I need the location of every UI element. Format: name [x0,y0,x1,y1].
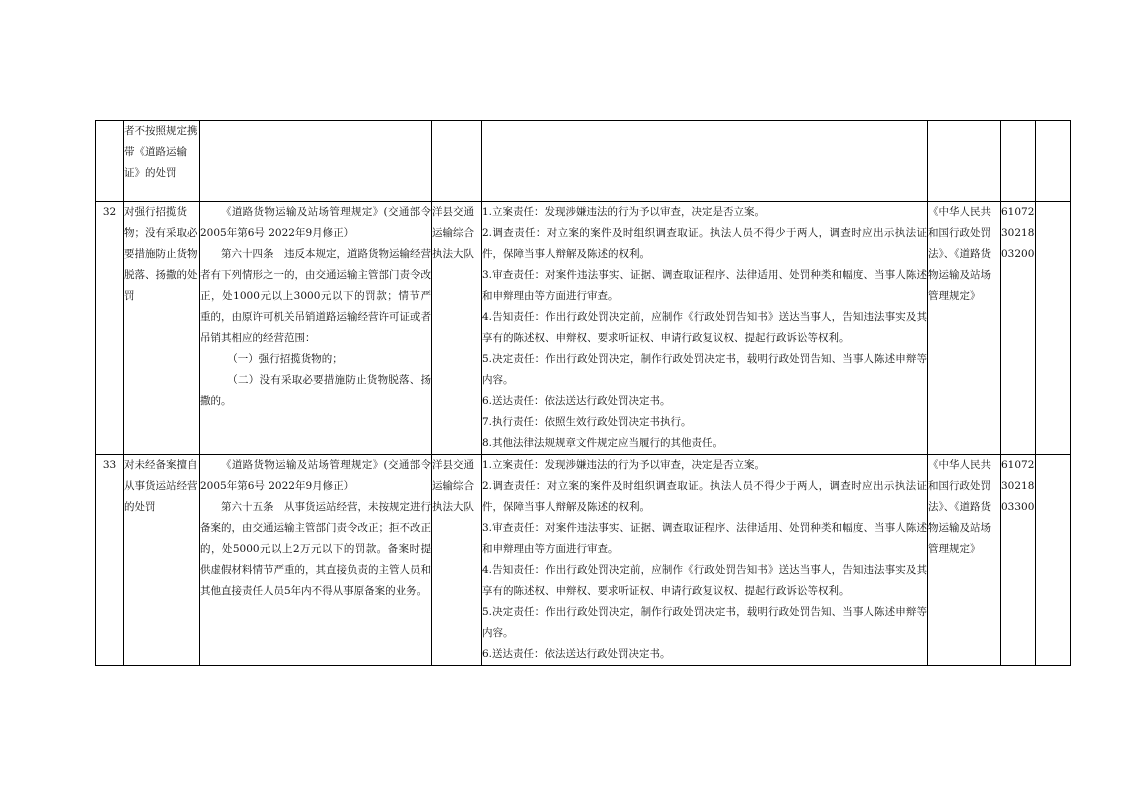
item-code: 610723021803300 [1001,455,1036,666]
basis-paragraph: 《道路货物运输及站场管理规定》(交通部令2005年第6号 2022年9月修正） [200,459,431,492]
applicable-law: 《中华人民共和国行政处罚法》、《道路货物运输及站场管理规定》 [928,455,1001,666]
legal-basis [200,455,432,666]
basis-paragraph: （二）没有采取必要措施防止货物脱落、扬撒的。 [200,374,431,407]
row-number: 33 [96,455,124,666]
enforcement-agency [432,121,482,202]
item-code: 610723021803200 [1001,202,1036,455]
remarks-cell [1036,202,1071,455]
item-name: 者不按照规定携带《道路运输证》的处罚 [124,121,200,202]
responsibility-item: 4.告知责任：作出行政处罚决定前，应制作《行政处罚告知书》送达当事人，告知违法事实及其享有的陈述权、申辩权、要求听证权、申请行政复议权、提起行政诉讼等权利。 [482,564,927,597]
remarks-cell [1036,121,1071,202]
responsibility-item: 1.立案责任：发现涉嫌违法的行为予以审查，决定是否立案。 [482,206,766,218]
row-number [96,121,124,202]
enforcement-agency: 洋县交通运输综合执法大队 [432,455,482,666]
item-code [1001,121,1036,202]
basis-paragraph: 《道路货物运输及站场管理规定》(交通部令2005年第6号 2022年9月修正） [200,206,431,239]
legal-basis [200,202,432,455]
table-row [96,121,1071,202]
responsibility-list [482,202,928,455]
basis-paragraph: （一）强行招揽货物的； [227,353,343,365]
basis-paragraph: 第六十五条 从事货运站经营，未按规定进行备案的，由交通运输主管部门责令改正；拒不改正的，处5000元以上2万元以下的罚款。备案时提供虚假材料情节严重的，其直接负责的主管人员和其他直接责任人员5年内不得从事原备案的业务。 [200,501,431,597]
responsibility-item: 2.调查责任：对立案的案件及时组织调查取证。执法人员不得少于两人，调查时应出示执法证件，保障当事人辩解及陈述的权利。 [482,227,927,260]
responsibility-item: 1.立案责任：发现涉嫌违法的行为予以审查，决定是否立案。 [482,459,766,471]
enforcement-agency: 洋县交通运输综合执法大队 [432,202,482,455]
responsibility-item: 4.告知责任：作出行政处罚决定前，应制作《行政处罚告知书》送达当事人，告知违法事实及其享有的陈述权、申辩权、要求听证权、申请行政复议权、提起行政诉讼等权利。 [482,311,927,344]
remarks-cell [1036,455,1071,666]
penalty-items-table [95,120,1071,666]
responsibility-item: 3.审查责任：对案件违法事实、证据、调查取证程序、法律适用、处罚种类和幅度、当事人陈述和申辩理由等方面进行审查。 [482,522,927,555]
responsibility-list [482,121,928,202]
legal-basis [200,121,432,202]
responsibility-item: 2.调查责任：对立案的案件及时组织调查取证。执法人员不得少于两人，调查时应出示执法证件，保障当事人辩解及陈述的权利。 [482,480,927,513]
responsibility-item: 6.送达责任：依法送达行政处罚决定书。 [482,395,671,407]
basis-paragraph: 第六十四条 违反本规定，道路货物运输经营者有下列情形之一的，由交通运输主管部门责令改正，处1000元以上3000元以下的罚款；情节严重的，由原许可机关吊销道路运输经营许可证或者吊销其相应的经营范围： [200,248,431,344]
responsibility-item: 3.审查责任：对案件违法事实、证据、调查取证程序、法律适用、处罚种类和幅度、当事人陈述和申辩理由等方面进行审查。 [482,269,927,302]
item-name: 对强行招揽货物；没有采取必要措施防止货物脱落、扬撒的处罚 [124,202,200,455]
responsibility-item: 8.其他法律法规规章文件规定应当履行的其他责任。 [482,437,724,449]
applicable-law [928,121,1001,202]
responsibility-item: 6.送达责任：依法送达行政处罚决定书。 [482,648,671,660]
table-row [96,202,1071,455]
item-name: 对未经备案擅自从事货运站经营的处罚 [124,455,200,666]
responsibility-list [482,455,928,666]
table-row [96,455,1071,666]
applicable-law: 《中华人民共和国行政处罚法》、《道路货物运输及站场管理规定》 [928,202,1001,455]
responsibility-item: 7.执行责任：依照生效行政处罚决定书执行。 [482,416,692,428]
responsibility-item: 5.决定责任：作出行政处罚决定，制作行政处罚决定书，载明行政处罚告知、当事人陈述申辩等内容。 [482,353,927,386]
responsibility-item: 5.决定责任：作出行政处罚决定，制作行政处罚决定书，载明行政处罚告知、当事人陈述申辩等内容。 [482,606,927,639]
row-number: 32 [96,202,124,455]
